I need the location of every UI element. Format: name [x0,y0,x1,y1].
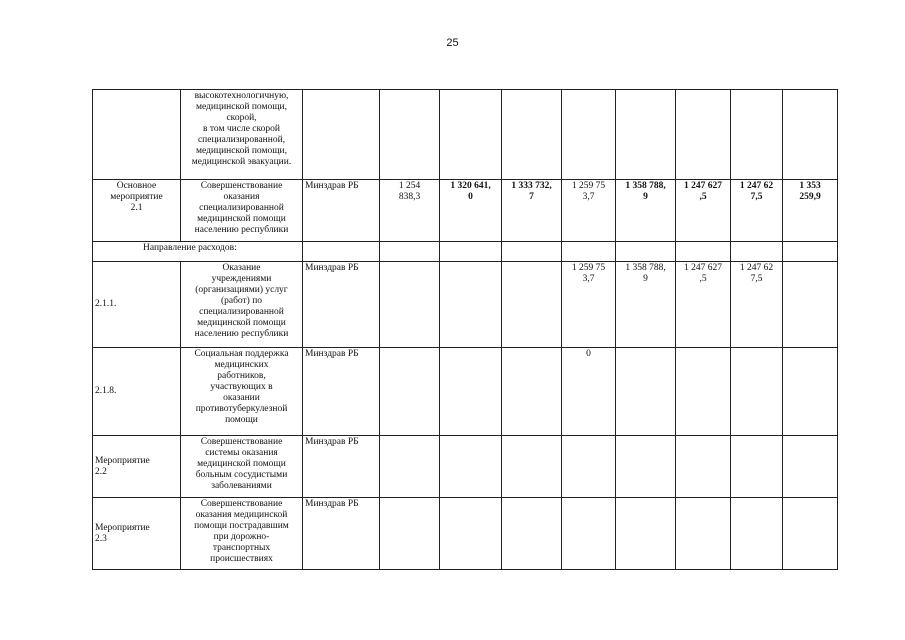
value-cell [783,90,838,180]
row-executor: Минздрав РБ [303,436,380,498]
row-name: Совершенствование оказания медицинской помощи пострадавшим при дорожно- транспортных происшествиях [181,498,303,570]
value-cell [380,262,440,348]
value-cell [380,348,440,436]
value-cell: 1 247 627 ,5 [676,180,731,242]
row-name: Оказание учреждениями (организациями) услуг (работ) по специализированной медицинской помощи населению республики [181,262,303,348]
value-cell: 1 259 75 3,7 [562,180,616,242]
value-cell: 1 247 62 7,5 [731,180,783,242]
value-cell [616,436,676,498]
row-code: 2.1.8. [93,348,181,436]
table-row [93,180,838,242]
row-name: Социальная поддержка медицинских работников, участвующих в оказании противотуберкулезной помощи [181,348,303,436]
value-cell [440,498,502,570]
section-label: Направление расходов: [93,242,303,262]
empty-cell [380,242,440,262]
value-cell: 1 320 641, 0 [440,180,502,242]
value-cell [783,348,838,436]
table-row [93,262,838,348]
value-cell [616,348,676,436]
row-executor: Минздрав РБ [303,348,380,436]
value-cell: 1 353 259,9 [783,180,838,242]
value-cell [562,498,616,570]
value-cell [731,498,783,570]
value-cell: 1 333 732, 7 [502,180,562,242]
table-row [93,348,838,436]
value-cell [783,262,838,348]
value-cell: 1 254 838,3 [380,180,440,242]
value-cell: 1 247 627 ,5 [676,262,731,348]
row-code: 2.1.1. [93,262,181,348]
empty-cell [676,242,731,262]
value-cell [502,436,562,498]
row-code: Мероприятие 2.3 [93,498,181,570]
value-cell [616,90,676,180]
empty-cell [731,242,783,262]
row-code: Мероприятие 2.2 [93,436,181,498]
row-executor: Минздрав РБ [303,180,380,242]
value-cell [676,348,731,436]
row-executor [303,90,380,180]
value-cell [562,90,616,180]
empty-cell [440,242,502,262]
table-row [93,498,838,570]
row-name: Совершенствование системы оказания медицинской помощи больным сосудистыми заболеваниями [181,436,303,498]
value-cell [380,498,440,570]
value-cell [731,436,783,498]
value-cell [502,348,562,436]
row-code [93,90,181,180]
value-cell: 1 247 62 7,5 [731,262,783,348]
value-cell [502,262,562,348]
row-executor: Минздрав РБ [303,498,380,570]
value-cell [783,436,838,498]
page-number: 25 [446,37,459,49]
empty-cell [562,242,616,262]
empty-cell [616,242,676,262]
value-cell [731,90,783,180]
empty-cell [783,242,838,262]
value-cell [440,262,502,348]
value-cell [676,436,731,498]
table-row [93,90,838,180]
value-cell [731,348,783,436]
table-row [93,436,838,498]
value-cell [440,436,502,498]
empty-cell [303,242,380,262]
value-cell [502,498,562,570]
value-cell: 1 358 788, 9 [616,262,676,348]
row-name: высокотехнологичную, медицинской помощи, скорой, в том числе скорой специализированной, медицинской помощи, медицинской эвакуации. [181,90,303,180]
value-cell: 0 [562,348,616,436]
value-cell [440,90,502,180]
value-cell [616,498,676,570]
value-cell [676,498,731,570]
empty-cell [502,242,562,262]
value-cell [380,90,440,180]
value-cell [440,348,502,436]
budget-table [92,89,838,570]
value-cell: 1 259 75 3,7 [562,262,616,348]
value-cell [562,436,616,498]
value-cell [380,436,440,498]
value-cell [676,90,731,180]
value-cell [502,90,562,180]
row-executor: Минздрав РБ [303,262,380,348]
value-cell [783,498,838,570]
row-code: Основное мероприятие 2.1 [93,180,181,242]
row-name: Совершенствование оказания специализированной медицинской помощи населению республики [181,180,303,242]
table-row [93,242,838,262]
value-cell: 1 358 788, 9 [616,180,676,242]
